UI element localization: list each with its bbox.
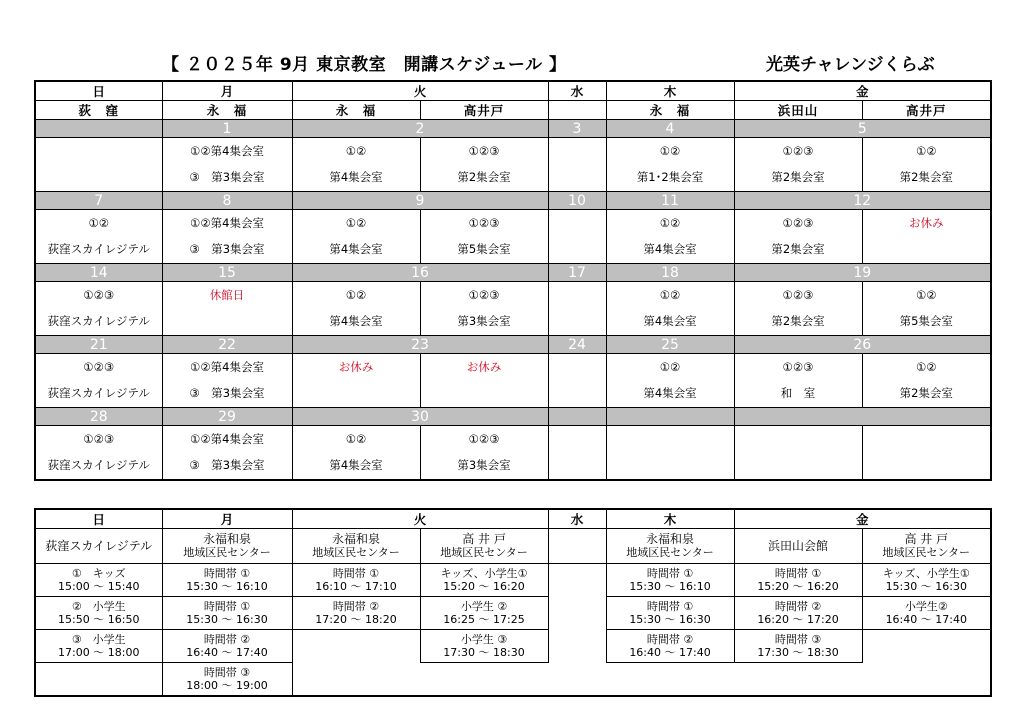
class-groups [549,145,606,158]
class-groups: ①②③ [468,144,500,158]
room-name: 荻窪スカイレジテル [47,242,150,256]
class-groups: ①②第4集会室 [190,216,264,230]
room-name [607,459,734,472]
room-name: 第2集会室 [771,170,825,184]
page-title: 【 ２０２５年 9月 東京教室 開講スケジュール 】 [162,55,567,75]
venue-cell [548,529,606,564]
location-header [548,101,606,120]
venue-name: 高 井 戸 [904,532,949,546]
organization-name: 光英チャレンジくらぶ [766,55,935,75]
venue-cell [420,529,548,564]
class-cell [734,138,862,192]
timeslot-time: 16:40 ～ 17:40 [629,646,711,659]
timeslot-time: 17:20 ～ 18:20 [315,613,397,626]
class-cell [606,354,734,408]
date-row [35,336,991,354]
room-name [735,459,862,472]
room-name: 第3集会室 [457,458,511,472]
class-groups [36,145,162,158]
room-name: 第4集会室 [643,386,697,400]
timeslot-label: 時間帯 ① [774,567,822,580]
timetable-rows [35,529,991,697]
venue-cell [734,529,862,564]
class-groups: ①②③ [782,288,814,302]
class-groups: ①② [345,216,367,230]
class-groups: ①②③ [83,432,115,446]
class-groups: ①②③ [782,144,814,158]
timeslot-cell [162,663,292,697]
timeslot-label: 時間帯 ① [646,567,694,580]
date-number: 8 [162,192,292,210]
date-number [35,120,162,138]
weekday-fri: 金 [734,509,991,529]
timeslot-cell [292,597,420,630]
date-number: 1 [162,120,292,138]
room-name: 第5集会室 [457,242,511,256]
class-cell [548,138,606,192]
timeslot-label: 小学生 ③ [460,633,508,646]
timeslot-row [35,597,991,630]
empty-cell [292,630,420,663]
closed-label: 休館日 [209,288,245,302]
class-cell [606,426,734,481]
room-name: 第2集会室 [457,170,511,184]
date-number: 18 [606,264,734,282]
date-number: 15 [162,264,292,282]
empty-cell [548,663,606,697]
class-cell [862,426,991,481]
date-row [35,264,991,282]
timeslot-cell [292,564,420,597]
location-header: 高井戸 [862,101,991,120]
weekday-tue: 火 [292,81,548,101]
timeslot-label: 時間帯 ① [332,567,380,580]
timeslot-time: 16:25 ～ 17:25 [443,613,525,626]
class-row [35,210,991,264]
class-groups: ①② [88,216,110,230]
venue-name: 高 井 戸 [462,532,506,546]
venue-subtitle: 地域区民センター [183,546,271,559]
timetable-weekday-row [35,509,991,529]
date-number: 4 [606,120,734,138]
class-cell [862,354,991,408]
location-header: 高井戸 [420,101,548,120]
timeslot-cell [734,597,862,630]
class-groups: ①②③ [468,216,500,230]
class-cell [548,282,606,336]
empty-cell [606,663,734,697]
timeslot-cell [162,564,292,597]
empty-cell [292,663,420,697]
room-name: 第4集会室 [329,242,383,256]
location-header: 浜田山 [734,101,862,120]
timeslot-time: 16:20 ～ 17:20 [757,613,839,626]
venue-cell [162,529,292,564]
class-groups: ①②第4集会室 [190,144,264,158]
empty-cell [862,663,991,697]
class-row [35,426,991,481]
room-name: 第3集会室 [457,314,511,328]
date-number: 14 [35,264,162,282]
class-cell [35,354,162,408]
class-cell [734,426,862,481]
room-name: 荻窪スカイレジテル [47,314,150,328]
class-groups: ①② [659,360,681,374]
venue-name: 浜田山会館 [768,538,829,553]
date-number: 10 [548,192,606,210]
date-number: 28 [35,408,162,426]
room-name: 第4集会室 [329,170,383,184]
timeslot-time: 16:40 ～ 17:40 [186,646,268,659]
timetable [34,508,992,697]
class-cell [35,426,162,481]
room-name: ③ 第3集会室 [189,458,265,472]
class-cell [420,210,548,264]
weekday-header-row [35,81,991,101]
class-cell [606,138,734,192]
room-name: 第2集会室 [899,386,953,400]
class-groups: ①②③ [83,288,115,302]
timeslot-label: 時間帯 ① [203,567,251,580]
room-name: ③ 第3集会室 [189,386,265,400]
venue-subtitle: 地域区民センター [882,546,971,559]
calendar-weeks [35,120,991,481]
class-groups: ①② [659,288,681,302]
room-name: ③ 第3集会室 [189,170,265,184]
timeslot-row [35,564,991,597]
room-name: 第2集会室 [899,170,953,184]
date-number: 21 [35,336,162,354]
venue-name: 荻窪スカイレジテル [45,538,153,553]
class-groups [863,433,991,446]
class-cell [292,210,420,264]
class-cell [420,282,548,336]
timeslot-label: 時間帯 ② [203,633,251,646]
class-groups: ①②第4集会室 [190,432,264,446]
room-name: 第2集会室 [771,242,825,256]
venue-cell [862,529,991,564]
date-number: 29 [162,408,292,426]
timeslot-cell [862,564,991,597]
class-cell [862,282,991,336]
timeslot-cell [162,630,292,663]
weekday-mon: 月 [162,509,292,529]
class-cell [292,354,420,408]
class-cell [548,426,606,481]
timeslot-label: ① キッズ [71,567,126,580]
class-cell [548,210,606,264]
date-number: 25 [606,336,734,354]
class-cell [420,426,548,481]
empty-cell [548,564,606,597]
timeslot-time: 17:30 ～ 18:30 [757,646,839,659]
class-groups: ①② [915,144,937,158]
class-groups: ①② [345,144,367,158]
empty-cell [548,597,606,630]
class-cell [162,210,292,264]
timeslot-label: ② 小学生 [71,600,126,613]
room-name [549,387,606,400]
weekday-sun: 日 [35,509,162,529]
date-number: 19 [734,264,991,282]
date-number [548,408,606,426]
class-cell [734,354,862,408]
class-cell [862,138,991,192]
timeslot-label: 時間帯 ① [646,600,694,613]
date-number: 30 [292,408,548,426]
class-cell [420,354,548,408]
class-cell [862,210,991,264]
timeslot-row [35,630,991,663]
class-groups [549,217,606,230]
timeslot-time: 17:00 ～ 18:00 [58,646,140,659]
class-cell [292,426,420,481]
timeslot-time: 15:20 ～ 16:20 [757,580,839,593]
room-name [293,387,420,400]
venue-subtitle: 地域区民センター [440,546,528,559]
class-cell [162,282,292,336]
date-number [734,408,991,426]
location-header: 永 福 [606,101,734,120]
class-cell [35,138,162,192]
weekday-mon: 月 [162,81,292,101]
weekday-sun: 日 [35,81,162,101]
empty-cell [734,663,862,697]
timeslot-cell [35,564,162,597]
class-groups [549,289,606,302]
class-groups: ①② [915,288,937,302]
room-name [863,243,991,256]
empty-cell [548,630,606,663]
weekday-wed: 水 [548,81,606,101]
timeslot-cell [35,630,162,663]
venue-name: 永福和泉 [202,532,251,546]
class-cell [734,210,862,264]
class-groups: ①②③ [468,432,500,446]
class-cell [606,282,734,336]
timeslot-cell [420,564,548,597]
class-groups: ①②③ [83,360,115,374]
venue-row [35,529,991,564]
timeslot-label: ③ 小学生 [71,633,126,646]
date-row [35,408,991,426]
class-cell [162,138,292,192]
class-groups: ①②第4集会室 [190,360,264,374]
timeslot-time: 15:30 ～ 16:30 [885,580,967,593]
timeslot-label: 時間帯 ② [646,633,694,646]
room-name [863,459,991,472]
date-number: 12 [734,192,991,210]
timeslot-cell [734,630,862,663]
venue-subtitle: 地域区民センター [312,546,400,559]
timeslot-time: 15:30 ～ 16:10 [186,580,268,593]
room-name: 第4集会室 [329,458,383,472]
timeslot-label: 時間帯 ② [332,600,380,613]
venue-name: 永福和泉 [646,532,695,546]
class-row [35,138,991,192]
class-groups [735,433,862,446]
class-groups: ①②③ [782,360,814,374]
location-header: 荻 窪 [35,101,162,120]
timeslot-label: キッズ、小学生① [882,567,970,580]
room-name: 和 室 [780,386,816,400]
weekday-thu: 木 [606,509,734,529]
room-name: 第1･2集会室 [636,170,704,184]
timeslot-time: 15:30 ～ 16:30 [186,613,268,626]
class-cell [292,138,420,192]
timeslot-cell [606,597,734,630]
timeslot-label: 時間帯 ② [774,600,822,613]
timeslot-time: 15:30 ～ 16:10 [629,580,711,593]
location-header: 永 福 [292,101,420,120]
room-name: ③ 第3集会室 [189,242,265,256]
class-cell [162,426,292,481]
date-number: 2 [292,120,548,138]
weekday-fri: 金 [734,81,991,101]
class-groups: ①② [345,288,367,302]
venue-cell [292,529,420,564]
date-number [606,408,734,426]
timeslot-label: 時間帯 ③ [203,666,251,679]
room-name [549,243,606,256]
class-cell [734,282,862,336]
room-name: 第4集会室 [329,314,383,328]
class-cell [35,210,162,264]
timeslot-label: 時間帯 ③ [774,633,822,646]
class-groups [549,361,606,374]
timeslot-time: 18:00 ～ 19:00 [186,679,268,692]
empty-cell [35,663,162,697]
schedule-calendar [34,80,992,481]
closed-label: お休み [909,216,944,230]
room-name [549,171,606,184]
class-groups [607,433,734,446]
class-groups: ①② [659,144,681,158]
timeslot-cell [862,597,991,630]
room-name: 第5集会室 [899,314,953,328]
timeslot-time: 17:30 ～ 18:30 [443,646,525,659]
room-name [549,459,606,472]
weekday-thu: 木 [606,81,734,101]
timeslot-cell [606,564,734,597]
class-cell [548,354,606,408]
class-cell [606,210,734,264]
empty-cell [420,663,548,697]
class-groups [549,433,606,446]
room-name [163,315,292,328]
venue-name: 永福和泉 [331,532,380,546]
date-number: 7 [35,192,162,210]
class-groups: ①② [915,360,937,374]
date-number: 11 [606,192,734,210]
timeslot-label: 時間帯 ① [203,600,251,613]
timeslot-label: キッズ、小学生① [440,567,528,580]
timeslot-cell [162,597,292,630]
timeslot-time: 15:00 ～ 15:40 [58,580,140,593]
timeslot-label: 小学生② [904,600,948,613]
class-groups: ①②③ [468,288,500,302]
empty-cell [862,630,991,663]
date-row [35,192,991,210]
date-number: 3 [548,120,606,138]
room-name [549,315,606,328]
closed-label: お休み [338,360,374,374]
venue-cell [606,529,734,564]
room-name: 第2集会室 [771,314,825,328]
location-header-row [35,101,991,120]
class-cell [292,282,420,336]
timeslot-cell [606,630,734,663]
date-number: 26 [734,336,991,354]
room-name: 第4集会室 [643,242,697,256]
weekday-wed: 水 [548,509,606,529]
timeslot-row [35,663,991,697]
class-cell [35,282,162,336]
class-row [35,282,991,336]
date-number: 22 [162,336,292,354]
timeslot-time: 15:20 ～ 16:20 [443,580,525,593]
timeslot-time: 16:10 ～ 17:10 [315,580,397,593]
date-number: 24 [548,336,606,354]
timeslot-cell [734,564,862,597]
room-name: 荻窪スカイレジテル [47,386,150,400]
location-header: 永 福 [162,101,292,120]
date-number: 5 [734,120,991,138]
class-cell [420,138,548,192]
class-row [35,354,991,408]
class-groups: ①② [345,432,367,446]
venue-subtitle: 地域区民センター [626,546,714,559]
room-name [421,387,548,400]
timeslot-cell [35,597,162,630]
date-row [35,120,991,138]
timeslot-time: 15:50 ～ 16:50 [58,613,140,626]
date-number: 17 [548,264,606,282]
timeslot-cell [420,597,548,630]
timeslot-cell [420,630,548,663]
class-groups: ①②③ [782,216,814,230]
date-number: 16 [292,264,548,282]
venue-cell [35,529,162,564]
timeslot-time: 16:40 ～ 17:40 [885,613,967,626]
room-name: 荻窪スカイレジテル [47,458,150,472]
closed-label: お休み [466,360,502,374]
room-name: 第4集会室 [643,314,697,328]
room-name [36,171,162,184]
timeslot-time: 15:30 ～ 16:30 [629,613,711,626]
timeslot-label: 小学生 ② [460,600,508,613]
class-cell [162,354,292,408]
date-number: 9 [292,192,548,210]
weekday-tue: 火 [292,509,548,529]
date-number: 23 [292,336,548,354]
class-groups: ①② [659,216,681,230]
